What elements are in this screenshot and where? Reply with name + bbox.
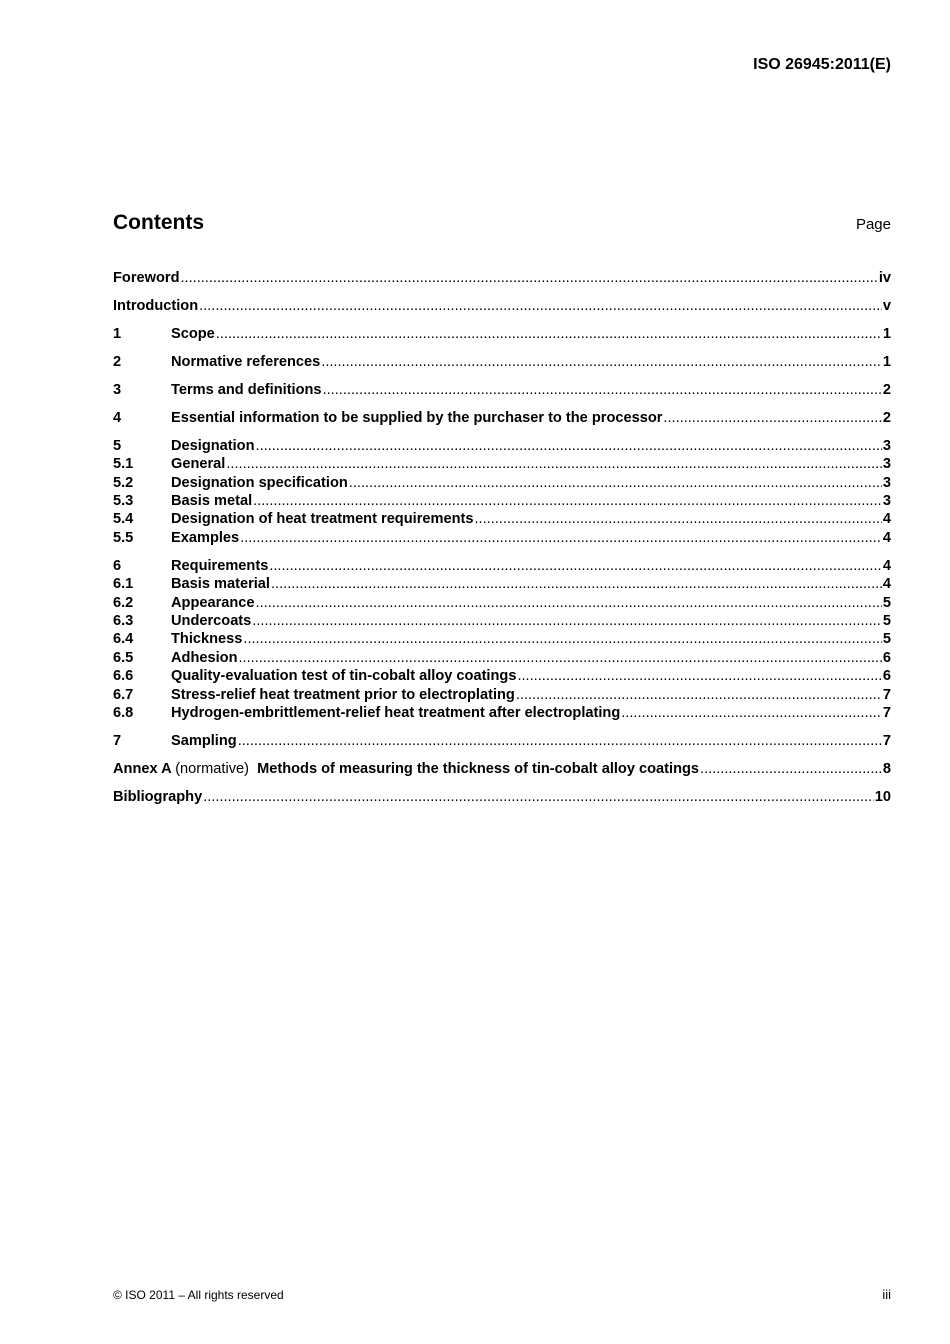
toc-entry-title-text: Designation specification (171, 474, 348, 491)
toc-entry[interactable] (113, 297, 891, 315)
toc-entry-number: 6.6 (113, 668, 134, 685)
toc-entry-page: 10 (874, 788, 891, 805)
toc-entry-title (171, 667, 516, 685)
toc-entry-title (113, 760, 699, 778)
toc-entry-title-text: Quality-evaluation test of tin-cobalt alloy coatings (171, 668, 517, 685)
toc-entry[interactable] (113, 492, 891, 510)
toc-leader-dots (269, 557, 882, 575)
toc-entry-title (171, 630, 242, 648)
toc-leader-dots (271, 575, 882, 593)
toc-entry-number: 5 (113, 437, 122, 454)
toc-entry-number: 3 (113, 381, 122, 398)
toc-entry[interactable] (113, 529, 891, 547)
toc-entry-title-text: Designation (171, 437, 255, 454)
toc-leader-dots (226, 455, 882, 473)
toc-entry[interactable] (113, 649, 891, 667)
toc-leader-dots (180, 269, 877, 287)
toc-entry-title-text: Essential information to be supplied by the purchaser to the processor (171, 409, 663, 426)
toc-entry-page: 5 (882, 631, 891, 648)
toc-leader-dots (199, 297, 882, 315)
toc-entry-title-text: Introduction (113, 297, 199, 314)
toc-entry-number: 1 (113, 325, 122, 342)
toc-entry-number: 4 (113, 409, 122, 426)
page-number: iii (882, 1287, 891, 1302)
toc-entry-title (171, 474, 348, 492)
toc-entry[interactable] (113, 353, 891, 371)
toc-leader-dots (700, 760, 882, 778)
toc-entry-title (171, 492, 252, 510)
toc-entry-title (171, 704, 620, 722)
toc-entry-page: 4 (882, 529, 891, 546)
toc-leader-dots (256, 437, 882, 455)
toc-entry-page: 4 (882, 511, 891, 528)
toc-leader-dots (516, 686, 882, 704)
toc-entry-title (171, 455, 225, 473)
toc-leader-dots (243, 630, 881, 648)
toc-leader-dots (474, 510, 881, 528)
toc-leader-dots (517, 667, 881, 685)
toc-entry-page: 3 (882, 456, 891, 473)
toc-entry-page: 1 (882, 325, 891, 342)
toc-entry-title-text: Thickness (171, 631, 243, 648)
toc-entry[interactable] (113, 510, 891, 528)
toc-entry[interactable] (113, 557, 891, 575)
toc-entry-page: iv (878, 270, 891, 286)
toc-entry-title-text: Terms and definitions (171, 381, 322, 398)
toc-entry-number: 6.2 (113, 594, 134, 611)
toc-entry[interactable] (113, 575, 891, 593)
toc-entry-title-text: Basis material (171, 576, 270, 593)
toc-entry-page: 6 (882, 668, 891, 685)
page-column-heading: Page (855, 216, 891, 233)
toc-entry-page: 8 (882, 760, 891, 777)
toc-leader-dots (240, 529, 882, 547)
toc-entry-title-text: Designation of heat treatment requirements (171, 511, 474, 528)
toc-entry-number: 2 (113, 353, 122, 370)
toc-entry-title (113, 297, 198, 315)
toc-entry[interactable] (113, 594, 891, 612)
toc-entry-number: 5.4 (113, 511, 134, 528)
toc-entry-page: 5 (882, 613, 891, 630)
toc-entry-number: 6.7 (113, 686, 134, 703)
toc-entry[interactable] (113, 455, 891, 473)
toc-entry-title-text: Foreword (113, 270, 180, 286)
toc-leader-dots (216, 325, 882, 343)
contents-heading: Contents (113, 211, 204, 234)
toc-entry-title (171, 557, 268, 575)
toc-entry-title-text: Hydrogen-embrittlement-relief heat treatment after electroplating (171, 704, 621, 721)
toc-entry-title (171, 510, 473, 528)
toc-entry-page: 1 (882, 353, 891, 370)
toc-entry-page: 4 (882, 557, 891, 574)
toc-entry-page: 3 (882, 437, 891, 454)
toc-entry-title (171, 381, 322, 399)
toc-entry-page: v (882, 297, 891, 314)
toc-entry-number: 5.3 (113, 493, 134, 510)
toc-entry-title (113, 788, 202, 806)
toc-entry[interactable] (113, 409, 891, 427)
copyright-footer: © ISO 2011 – All rights reserved (113, 1288, 284, 1302)
table-of-contents (113, 269, 891, 806)
toc-entry-title-text: Methods of measuring the thickness of tin-cobalt alloy coatings (257, 760, 700, 777)
toc-entry-page: 7 (882, 732, 891, 749)
toc-entry-number: 6.8 (113, 704, 134, 721)
toc-entry-number: 6.3 (113, 613, 134, 630)
toc-entry-title (171, 686, 515, 704)
toc-leader-dots (321, 353, 882, 371)
toc-entry-title-text: Bibliography (113, 788, 203, 805)
toc-entry-title-text: Undercoats (171, 613, 252, 630)
toc-leader-dots (238, 649, 881, 667)
toc-entry[interactable] (113, 325, 891, 343)
toc-entry[interactable] (113, 381, 891, 399)
toc-entry-number: 6.1 (113, 576, 134, 593)
toc-entry[interactable] (113, 269, 891, 287)
toc-leader-dots (253, 492, 882, 510)
toc-entry-title (171, 732, 237, 750)
toc-entry-title-text: General (171, 456, 226, 473)
toc-entry[interactable] (113, 760, 891, 778)
toc-entry[interactable] (113, 437, 891, 455)
toc-entry[interactable] (113, 732, 891, 750)
toc-entry-title (171, 529, 239, 547)
toc-entry-number: 5.1 (113, 456, 134, 473)
toc-entry-title (171, 353, 320, 371)
toc-entry-page: 5 (882, 594, 891, 611)
toc-entry-title (171, 437, 255, 455)
toc-entry-number: 5.5 (113, 529, 134, 546)
toc-entry-number: 5.2 (113, 474, 134, 491)
toc-entry-title (171, 612, 251, 630)
toc-entry-note: (normative) (175, 760, 249, 777)
toc-entry-title (171, 325, 215, 343)
toc-leader-dots (203, 788, 874, 806)
toc-entry-number: 6 (113, 557, 122, 574)
toc-entry-page: 7 (882, 704, 891, 721)
document-id: ISO 26945:2011(E) (753, 56, 891, 73)
toc-entry-page: 4 (882, 576, 891, 593)
toc-entry-title (171, 649, 237, 667)
toc-entry-title-text: Requirements (171, 557, 269, 574)
toc-leader-dots (256, 594, 882, 612)
toc-entry-title (113, 269, 179, 287)
toc-entry-number: 6.4 (113, 631, 134, 648)
toc-entry[interactable] (113, 704, 891, 722)
toc-entry[interactable] (113, 667, 891, 685)
toc-entry-title-text: Basis metal (171, 493, 253, 510)
toc-entry-title-text: Examples (171, 529, 240, 546)
toc-entry[interactable] (113, 686, 891, 704)
toc-entry-title-text: Adhesion (171, 649, 238, 666)
toc-entry-number: 7 (113, 732, 122, 749)
toc-entry-page: 3 (882, 474, 891, 491)
toc-entry[interactable] (113, 788, 891, 806)
toc-entry[interactable] (113, 474, 891, 492)
toc-entry-title-text: Stress-relief heat treatment prior to electroplating (171, 686, 515, 703)
toc-entry-number: 6.5 (113, 649, 134, 666)
toc-entry[interactable] (113, 612, 891, 630)
toc-leader-dots (252, 612, 882, 630)
toc-entry-title (171, 575, 270, 593)
toc-entry-title-text: Appearance (171, 594, 255, 611)
toc-entry[interactable] (113, 630, 891, 648)
toc-entry-page: 2 (882, 409, 891, 426)
toc-entry-page: 2 (882, 381, 891, 398)
toc-leader-dots (621, 704, 882, 722)
toc-entry-title-text: Normative references (171, 353, 321, 370)
toc-entry-title-text: Sampling (171, 732, 237, 749)
toc-entry-title (171, 409, 662, 427)
toc-entry-title-text: Scope (171, 325, 215, 342)
toc-entry-title (171, 594, 255, 612)
toc-leader-dots (663, 409, 881, 427)
toc-entry-prefix: Annex A (113, 760, 172, 777)
toc-entry-page: 7 (882, 686, 891, 703)
toc-entry-page: 3 (882, 493, 891, 510)
toc-entry-page: 6 (882, 649, 891, 666)
toc-leader-dots (238, 732, 882, 750)
toc-leader-dots (323, 381, 882, 399)
toc-leader-dots (349, 474, 882, 492)
